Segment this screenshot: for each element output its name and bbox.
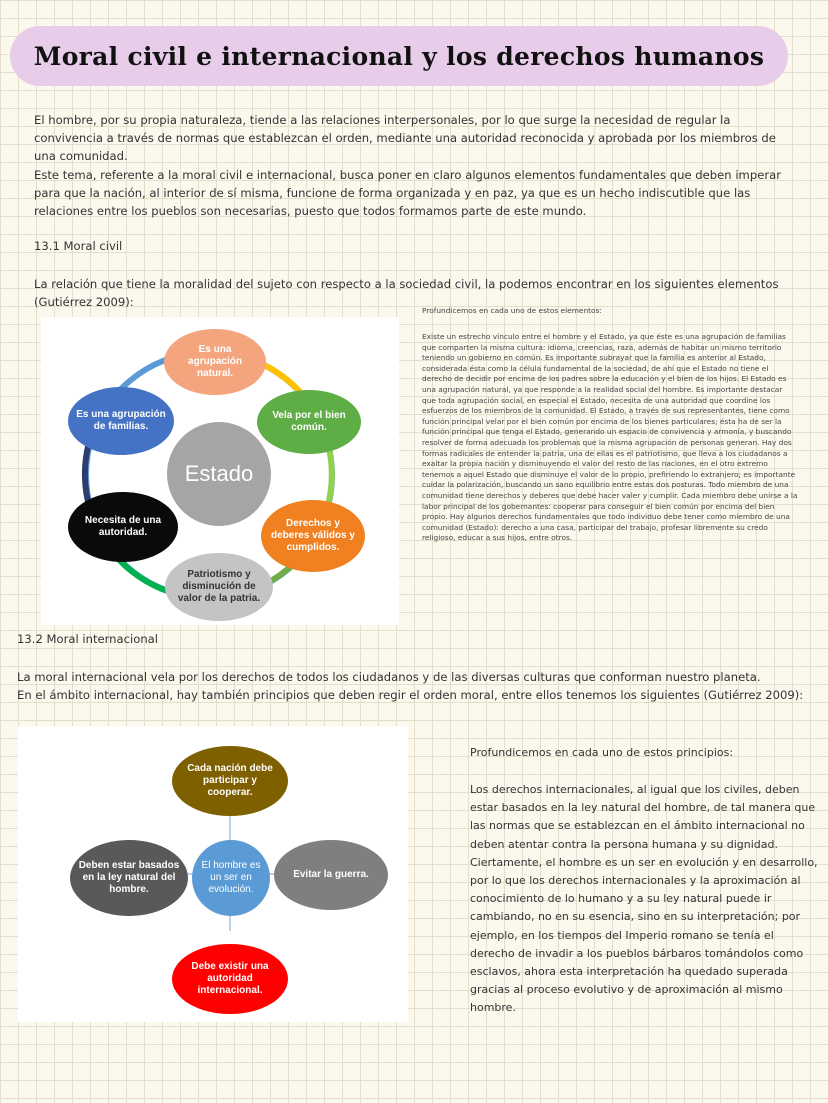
section2-paragraph-2: En el ámbito internacional, hay también principios que deben regir el orden moral, entre ellos tenemos los siguientes (Gutiérrez 2009): bbox=[17, 688, 804, 702]
section-heading-moral-internacional: 13.2 Moral internacional bbox=[17, 632, 158, 646]
node-necesita-autoridad: Necesita de una autoridad. bbox=[68, 492, 178, 562]
node-hombre-evolucion: El hombre es un ser en evolución. bbox=[192, 840, 270, 916]
page-title: Moral civil e internacional y los derechos humanos bbox=[33, 41, 765, 71]
section1-lead: La relación que tiene la moralidad del sujeto con respecto a la sociedad civil, la podemos encontrar en los siguientes elementos (Gutiérrez 2009): bbox=[34, 277, 779, 309]
section2-side-text: Los derechos internacionales, al igual que los civiles, deben estar basados en la ley natural del hombre, de tal manera que las normas que se establezcan en el ámbito internacional no deben atentar contra la persona humana y su dignidad. Ciertamente, el hombre es un ser en evolución y en desarrollo, por lo que los derechos internacionales y la aproximación al conocimiento de lo humano y a su ley natural puede ir cambiando, no en su esencia, sino en su interpretación; por ejemplo, en los tiempos del Imperio romano se tenía el derecho de invadir a los pueblos bárbaros tomándolos como esclavos, ahora esta interpretación ha quedado superada gracias al proceso evolutivo y de aproximación al mismo hombre. bbox=[470, 783, 818, 1015]
estado-center-node bbox=[167, 422, 271, 526]
node-agrupacion-natural: Es una agrupación natural. bbox=[164, 329, 266, 395]
section1-side-intro: Profundicemos en cada uno de estos elementos: bbox=[422, 306, 602, 315]
intro-paragraph-1: El hombre, por su propia naturaleza, tiende a las relaciones interpersonales, por lo que surge la necesidad de regular la convivencia a través de normas que establezcan el orden, mediante una autoridad reconocida y aprobada por los miembros de una comunidad. bbox=[34, 113, 776, 163]
node-bien-comun: Vela por el bien común. bbox=[257, 390, 361, 454]
estado-center-label: Estado bbox=[184, 461, 254, 486]
node-agrupacion-familias: Es una agrupación de familias. bbox=[68, 387, 174, 455]
node-patriotismo: Patriotismo y disminución de valor de la patria. bbox=[165, 553, 273, 621]
intro-paragraph-2: Este tema, referente a la moral civil e internacional, busca poner en claro algunos elementos fundamentales que deben imperar para que la nación, al interior de sí misma, funcione de forma organizada y en paz, ya que es un hecho indiscutible que las relaciones entre los pueblos son necesarias, puesto que todos formamos parte de este mundo. bbox=[34, 168, 781, 218]
node-evitar-guerra: Evitar la guerra. bbox=[274, 840, 388, 910]
estado-cycle-diagram bbox=[41, 317, 399, 625]
node-derechos-deberes: Derechos y deberes válidos y cumplidos. bbox=[261, 500, 365, 572]
section2-paragraph-1: La moral internacional vela por los derechos de todos los ciudadanos y de las diversas culturas que conforman nuestro planeta. bbox=[17, 670, 761, 684]
title-banner bbox=[10, 26, 788, 86]
node-ley-natural: Deben estar basados en la ley natural del hombre. bbox=[70, 840, 188, 916]
section-heading-moral-civil: 13.1 Moral civil bbox=[34, 239, 123, 253]
section1-side-text: Existe un estrecho vínculo entre el hombre y el Estado, ya que éste es una agrupación de familias que comparten la misma cultura: idioma, creencias, raza, además de habitar un mismo territorio teniendo un gobierno en común. Es importante subrayar que la familia es anterior al Estado, considerada ésta como la célula fundamental de la sociedad, de ahí que el Estado no tiene el derecho de decidir por encima de los padres sobre la educación y el bien de los hijos. El Estado es una agrupación natural, ya que responde a la realidad social del hombre. Es importante destacar que toda agrupación social, en especial el Estado, necesita de una autoridad que coordine los esfuerzos de los miembros de la comunidad. El Estado, a través de sus representantes, tiene como función principal velar por el bien común por encima de los bienes particulares; ésta ha de ser la función principal que tenga el Estado, generando un espacio de convivencia y armonía, y buscando resolver de forma adecuada los problemas que la misma agrupación de personas generan. Hay dos formas radicales de entender la patria, una de ellas es el patriotismo, que lleva a los ciudadanos a exaltar la propia nación y disminuyendo el valor del resto de las naciones, en el otro extremo tenemos a aquel Estado que disminuye el valor de lo propio, prefiriendo lo extranjero; es importante cuidar la polarización, buscando un sano equilibrio entre estas dos posturas. Todo miembro de una comunidad tiene derechos y deberes que debe hacer valer y cumplir. Cada miembro debe unirse a la labor principal de los gobernantes: cooperar para conseguir el bien común por encima del bien propio. Hay algunos derechos fundamentales que todo individuo debe tener como miembro de una comunidad (Estado): derecho a una casa, participar del trabajo, profesar libremente su credo religioso, educar a sus hijos, entre otros. bbox=[422, 332, 798, 543]
principios-internacionales-diagram bbox=[18, 726, 408, 1022]
node-participar-cooperar: Cada nación debe participar y cooperar. bbox=[172, 746, 288, 816]
node-autoridad-internacional: Debe existir una autoridad internacional. bbox=[172, 944, 288, 1014]
section2-side-intro: Profundicemos en cada uno de estos principios: bbox=[470, 746, 734, 759]
